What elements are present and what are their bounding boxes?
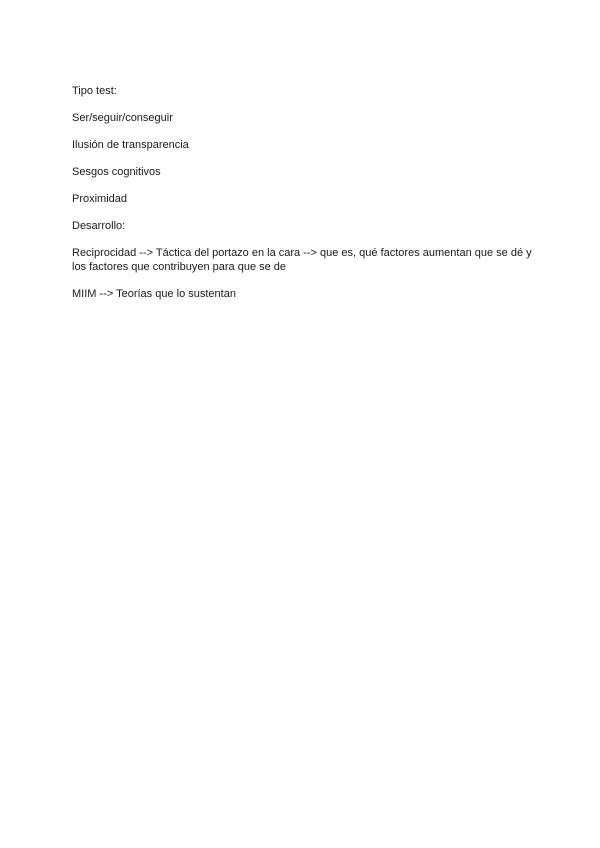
paragraph-sesgos-cognitivos: Sesgos cognitivos [72, 166, 161, 178]
paragraph-miim: MIIM --> Teorías que lo sustentan [72, 288, 236, 300]
paragraph-ilusion-transparencia: Ilusión de transparencia [72, 139, 189, 151]
document-body [72, 84, 535, 314]
paragraph-ser-seguir-conseguir: Ser/seguir/conseguir [72, 112, 173, 124]
paragraph-proximidad: Proximidad [72, 193, 128, 205]
paragraph-desarrollo: Desarrollo: [72, 220, 126, 232]
paragraph-reciprocidad: Reciprocidad --> Táctica del portazo en la cara --> que es, qué factores aumentan que se dé y los factores que contribuyen para que se de [72, 247, 535, 273]
paragraph-tipo-test: Tipo test: [72, 85, 117, 97]
